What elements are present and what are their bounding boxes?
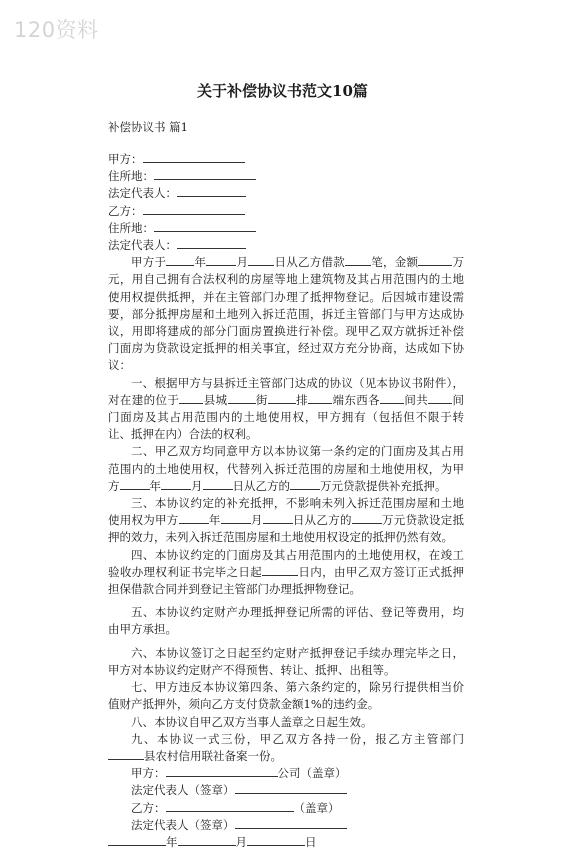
c9-county-blank: [108, 748, 144, 760]
rooms-each-blank: [380, 392, 404, 404]
rooms-total-blank: [428, 392, 452, 404]
clause-9: 九、本协议一式三份，甲乙双方各持一份，报乙方主管部门县农村信用联社备案一份。: [108, 731, 464, 765]
party-b-line: [108, 203, 464, 220]
document-subtitle: 补偿协议书 篇1: [108, 120, 188, 134]
c2-amount-blank: [290, 478, 320, 490]
sign-party-a-blank: [166, 765, 278, 777]
party-b-address-label: 住所地：: [108, 220, 154, 235]
party-b-rep-blank: [177, 237, 246, 249]
party-a-rep-line: [108, 185, 464, 202]
clause-3: 三、本协议约定的补充抵押，不影响未列入拆迁范围房屋和土地使用权为甲方 年 月 日从乙方的 万元贷款设定抵押的效力，未列入拆迁范围房屋和土地使用权设定的抵押仍然有效。: [108, 496, 465, 545]
day-blank: [248, 254, 274, 266]
c2-day-blank: [203, 478, 233, 490]
sign-rep-b-blank: [235, 817, 347, 829]
watermark-logo: 120资料: [14, 18, 99, 42]
amount-blank: [418, 254, 452, 266]
sign-party-b-blank: [166, 800, 294, 812]
clause-8: 八、本协议自甲乙双方当事人盖章之日起生效。: [131, 714, 373, 729]
party-b-rep-label: 法定代表人：: [108, 238, 177, 253]
party-b-address-blank: [154, 220, 256, 232]
sign-month-blank: [178, 834, 236, 846]
party-a-rep-blank: [177, 185, 246, 197]
sign-party-b: 乙方： （盖章）: [131, 800, 340, 815]
party-a-line: [108, 151, 464, 168]
party-a-address-line: [108, 168, 464, 185]
clause-5: 五、本协议约定财产办理抵押登记所需的评估、登记等费用，均由甲方承担。: [108, 605, 464, 637]
party-b-rep-line: [108, 237, 464, 254]
sign-rep-a-blank: [235, 782, 347, 794]
c3-month-blank: [221, 512, 251, 524]
sign-year-blank: [108, 834, 166, 846]
month-blank: [206, 254, 236, 266]
party-info: [108, 151, 464, 254]
clause-1: 一、根据甲方与县拆迁主管部门达成的协议（见本协议书附件），对在建的位于 县城 街 排 端东西各 间共 间门面房及其占用范围内的土地使用权，甲方拥有（包括但不限于转让、抵押在内）合法的权利。: [108, 375, 465, 442]
c3-day-blank: [263, 512, 293, 524]
sign-rep-a: 法定代表人（签章）: [131, 782, 464, 799]
party-b-label: 乙方：: [108, 203, 143, 218]
c3-year-blank: [179, 512, 209, 524]
sign-date: 年 月 日: [108, 834, 464, 851]
c2-month-blank: [161, 478, 191, 490]
loan-count-blank: [345, 254, 371, 266]
sign-party-a: 甲方： 公司（盖章）: [131, 766, 347, 781]
county-blank: [179, 392, 203, 404]
party-b-address-line: [108, 220, 464, 237]
intro-paragraph: 甲方于 年 月 日从乙方借款 笔，金额 万元，用自己拥有合法权利的房屋等地上建筑物及其占用范围内的土地使用权提供抵押，并在主管部门办理了抵押物登记。后因城市建设需要，部分抵押房屋和土地列入拆迁范围，拆迁主管部门与甲方达成协议，用即将建成的部分门面房置换进行补偿。现甲乙双方就拆迁补偿门面房为贷款设定抵押的相关事宜，经过双方充分协商，达成如下协议：: [108, 255, 464, 373]
year-blank: [166, 254, 194, 266]
party-a-blank: [143, 151, 245, 163]
party-a-label: 甲方：: [108, 152, 143, 166]
c3-amount-blank: [352, 512, 382, 524]
clause-2: 二、甲乙双方均同意甲方以本协议第一条约定的门面房及其占用范围内的土地使用权，代替列入拆迁范围的房屋和土地使用权，为甲方 年 月 日从乙方的 万元贷款提供补充抵押。: [108, 444, 464, 493]
agreement-body: [108, 151, 464, 851]
c2-year-blank: [120, 478, 150, 490]
sign-rep-b: 法定代表人（签章）: [131, 817, 464, 834]
party-a-address-blank: [154, 168, 256, 180]
party-a-rep-label: 法定代表人：: [108, 186, 177, 201]
party-b-blank: [143, 203, 245, 215]
c4-days-blank: [262, 564, 298, 576]
clause-6: 六、本协议签订之日起至约定财产抵押登记手续办理完毕之日，甲方对本协议约定财产不得预售、转让、抵押、出租等。: [108, 645, 464, 677]
clause-7: 七、甲方违反本协议第四条、第六条约定的，除另行提供相当价值财产抵押外，须向乙方支付贷款金额1%的违约金。: [108, 680, 464, 712]
clause-4: 四、本协议约定的门面房及其占用范围内的土地使用权，在竣工验收办理权利证书完毕之日起 日内，由甲乙双方签订正式抵押担保借款合同并到登记主管部门办理抵押物登记。: [108, 547, 465, 597]
row-blank: [268, 392, 296, 404]
end-blank: [308, 392, 332, 404]
document-title: 关于补偿协议书范文10篇: [197, 82, 368, 100]
sign-day-blank: [247, 834, 305, 846]
party-a-address-label: 住所地：: [108, 169, 154, 184]
street-blank: [228, 392, 256, 404]
